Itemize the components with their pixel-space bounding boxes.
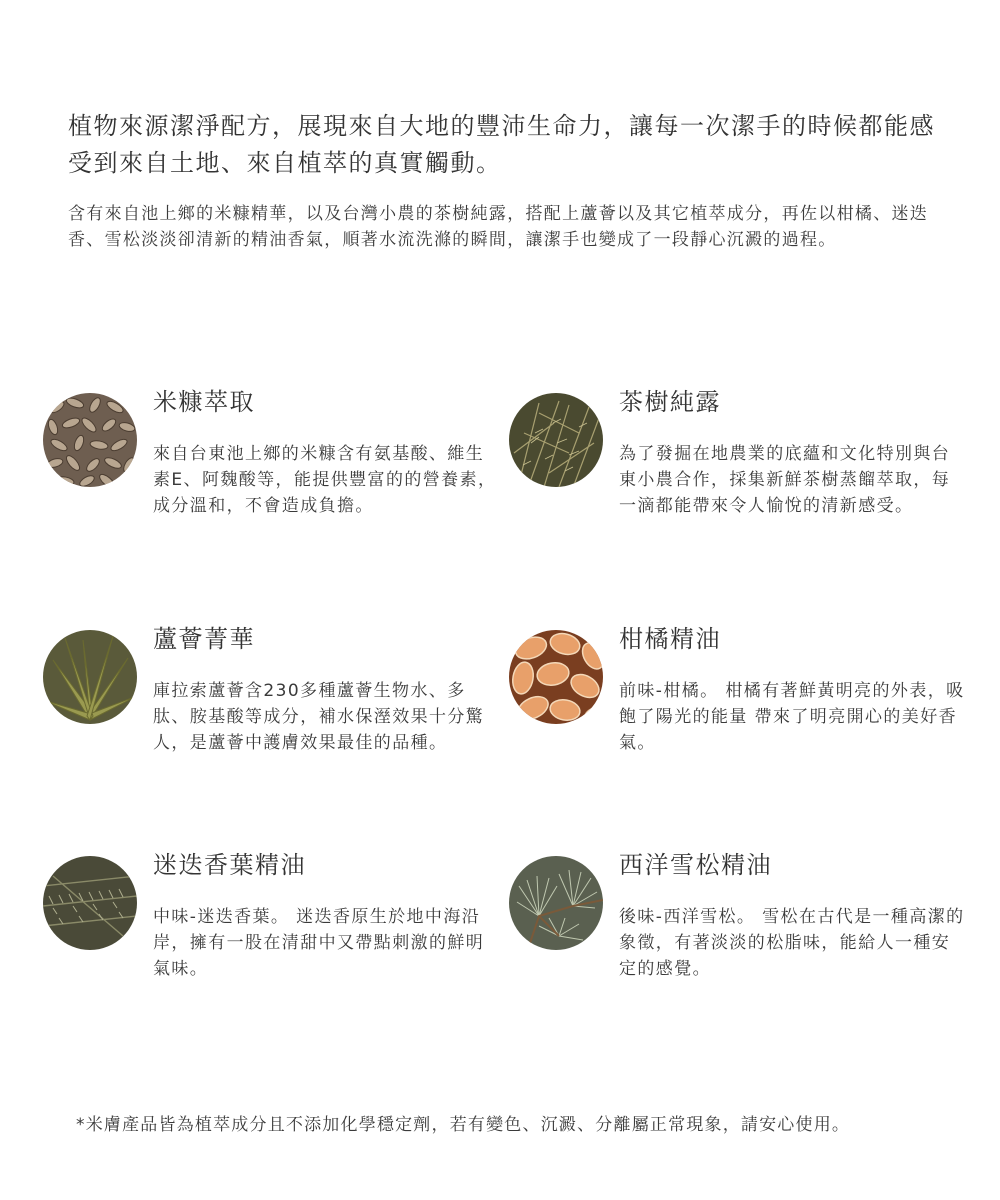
ingredient-title: 迷迭香葉精油 xyxy=(153,851,306,879)
ingredient-description: 中味-迷迭香葉。 迷迭香原生於地中海沿岸，擁有一股在清甜中又帶點刺激的鮮明氣味。 xyxy=(153,907,485,979)
ingredient-description: 前味-柑橘。 柑橘有著鮮黃明亮的外表，吸飽了陽光的能量 帶來了明亮開心的美好香氣。 xyxy=(619,681,965,753)
headline: 植物來源潔淨配方，展現來自大地的豐沛生命力，讓每一次潔手的時候都能感受到來自土地、來自植萃的真實觸動。 xyxy=(68,112,935,177)
ingredient-rice-bran xyxy=(43,387,503,587)
ingredient-title: 米糠萃取 xyxy=(153,388,255,416)
aloe-image xyxy=(43,630,137,724)
ingredient-title: 柑橘精油 xyxy=(619,625,721,653)
ingredient-title: 茶樹純露 xyxy=(619,388,721,416)
rosemary-image xyxy=(43,856,137,950)
cedar-image xyxy=(509,856,603,950)
rice-bran-image xyxy=(43,393,137,487)
ingredient-description: 後味-西洋雪松。 雪松在古代是一種高潔的象徵，有著淡淡的松脂味，能給人一種安定的感覺。 xyxy=(619,907,965,979)
ingredient-citrus xyxy=(509,624,969,824)
ingredient-title: 西洋雪松精油 xyxy=(619,851,772,879)
ingredient-description: 為了發掘在地農業的底蘊和文化特別與台東小農合作，採集新鮮茶樹蒸餾萃取，每一滴都能帶來令人愉悅的清新感受。 xyxy=(619,444,951,516)
citrus-image xyxy=(509,630,603,724)
ingredient-rosemary xyxy=(43,850,503,1050)
ingredient-tea-tree xyxy=(509,387,969,587)
intro-paragraph: 含有來自池上鄉的米糠精華，以及台灣小農的茶樹純露，搭配上蘆薈以及其它植萃成分，再佐以柑橘、迷迭香、雪松淡淡卻清新的精油香氣，順著水流洗滌的瞬間，讓潔手也變成了一段靜心沉澱的過程。 xyxy=(68,204,929,250)
tea-tree-image xyxy=(509,393,603,487)
footnote: *米膚產品皆為植萃成分且不添加化學穩定劑，若有變色、沉澱、分離屬正常現象，請安心使用。 xyxy=(76,1115,851,1135)
ingredient-description: 庫拉索蘆薈含230多種蘆薈生物水、多肽、胺基酸等成分，補水保溼效果十分驚人，是蘆薈中護膚效果最佳的品種。 xyxy=(153,681,485,753)
ingredient-aloe xyxy=(43,624,503,824)
ingredient-cedar xyxy=(509,850,969,1050)
ingredient-description: 來自台東池上鄉的米糠含有氨基酸、維生素E、阿魏酸等，能提供豐富的的營養素，成分溫和，不會造成負擔。 xyxy=(153,444,497,516)
ingredient-title: 蘆薈菁華 xyxy=(153,625,255,653)
